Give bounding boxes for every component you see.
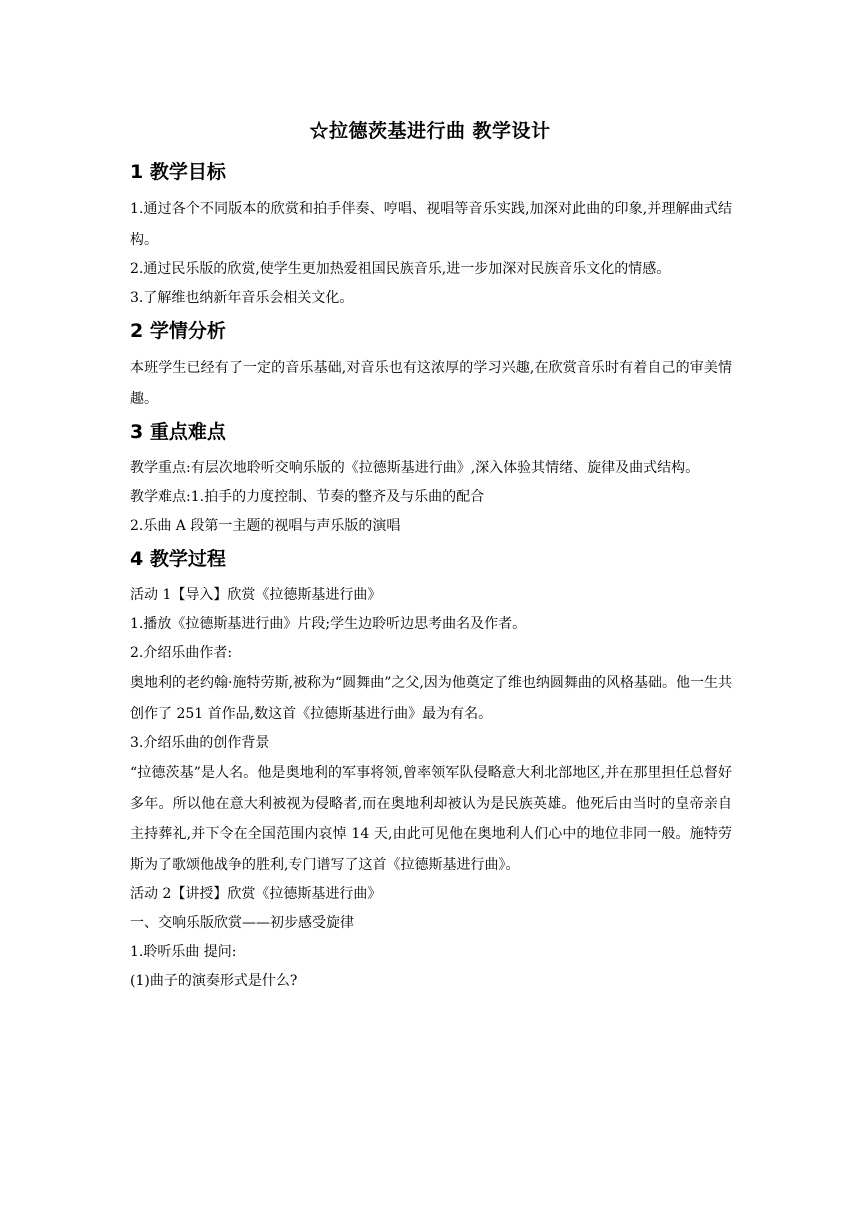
paragraph: 3.介绍乐曲的创作背景	[130, 735, 270, 751]
section-heading-objectives: 1 教学目标	[130, 161, 226, 183]
paragraph: 2.乐曲 A 段第一主题的视唱与声乐版的演唱	[130, 518, 401, 534]
section-heading-learner-analysis: 2 学情分析	[130, 320, 226, 342]
paragraph: (1)曲子的演奏形式是什么?	[130, 973, 298, 989]
paragraph: 本班学生已经有了一定的音乐基础,对音乐也有这浓厚的学习兴趣,在欣赏音乐时有着自己的审美情趣。	[130, 360, 732, 407]
paragraph: 活动 1【导入】欣赏《拉德斯基进行曲》	[130, 587, 382, 603]
paragraph: 3.了解维也纳新年音乐会相关文化。	[130, 290, 354, 306]
paragraph: 1.播放《拉德斯基进行曲》片段;学生边聆听边思考曲名及作者。	[130, 616, 527, 632]
document-title: ☆拉德茨基进行曲 教学设计	[309, 120, 551, 142]
paragraph: 一、交响乐版欣赏——初步感受旋律	[130, 915, 354, 931]
paragraph: “拉德茨基”是人名。他是奥地利的军事将领,曾率领军队侵略意大利北部地区,并在那里担任总督好多年。所以他在意大利被视为侵略者,而在奥地利却被认为是民族英雄。他死后由当时的皇帝亲自主持葬礼,并下令在全国范围内哀悼 14 天,由此可见他在奥地利人们心中的地位非同一般。施特劳斯为了歌颂他战争的胜利,专门谱写了这首《拉德斯基进行曲》。	[130, 765, 732, 873]
paragraph: 2.通过民乐版的欣赏,使学生更加热爱祖国民族音乐,进一步加深对民族音乐文化的情感。	[130, 261, 671, 277]
paragraph: 1.聆听乐曲 提问:	[130, 944, 237, 960]
paragraph: 活动 2【讲授】欣赏《拉德斯基进行曲》	[130, 886, 382, 902]
paragraph: 教学重点:有层次地聆听交响乐版的《拉德斯基进行曲》,深入体验其情绪、旋律及曲式结构。	[130, 460, 700, 476]
document-body	[130, 154, 732, 996]
section-heading-teaching-process: 4 教学过程	[130, 548, 226, 570]
paragraph: 2.介绍乐曲作者:	[130, 645, 233, 661]
section-heading-key-points: 3 重点难点	[130, 421, 226, 443]
paragraph: 教学难点:1.拍手的力度控制、节奏的整齐及与乐曲的配合	[130, 489, 485, 505]
paragraph: 1.通过各个不同版本的欣赏和拍手伴奏、哼唱、视唱等音乐实践,加深对此曲的印象,并理解曲式结构。	[130, 201, 732, 248]
paragraph: 奥地利的老约翰·施特劳斯,被称为“圆舞曲”之父,因为他奠定了维也纳圆舞曲的风格基础。他一生共创作了 251 首作品,数这首《拉德斯基进行曲》最为有名。	[130, 675, 732, 722]
